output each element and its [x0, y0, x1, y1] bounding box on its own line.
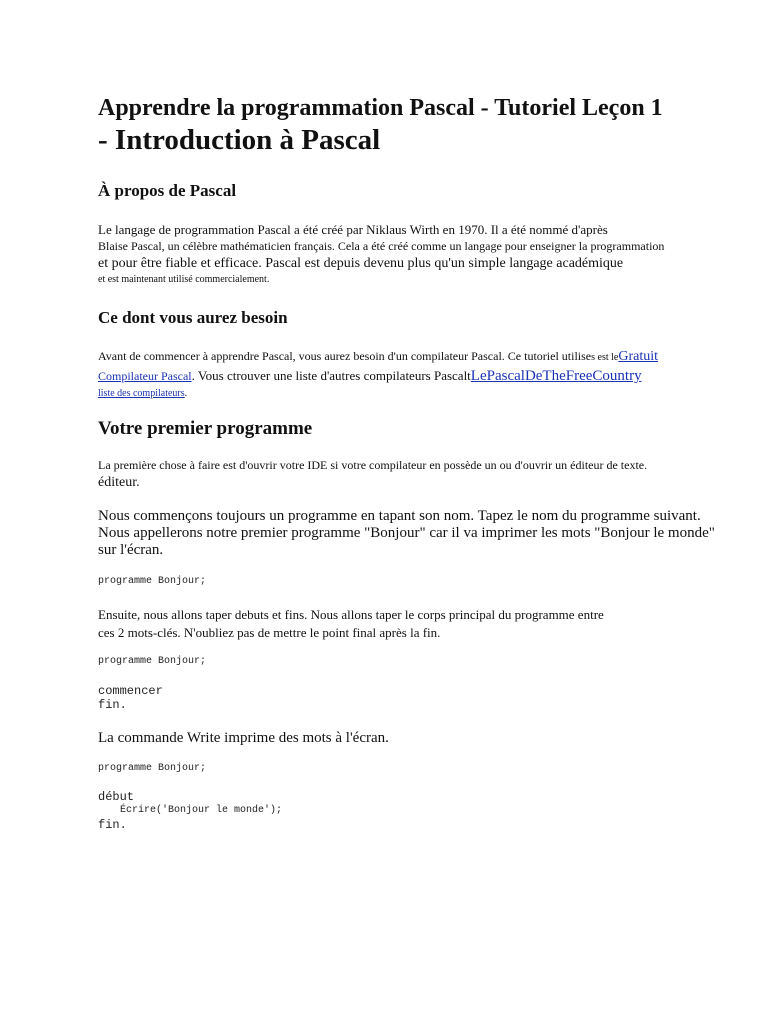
about-line-1: Le langage de programmation Pascal a été créé par Niklaus Wirth en 1970. Il a été nommé d'après: [98, 222, 608, 237]
about-line-4: et est maintenant utilisé commercialement.: [98, 274, 270, 285]
code-block-3-line-3: Écrire('Bonjour le monde');: [120, 805, 283, 816]
compiler-list-suffix: .: [184, 388, 188, 399]
first-p1-line-1: La première chose à faire est d'ouvrir votre IDE si votre compilateur en possède un ou d'ouvrir un éditeur de texte.: [98, 458, 648, 472]
first-p2-line-2: Nous appellerons notre premier programme "Bonjour" car il va imprimer les mots "Bonjour le monde": [98, 525, 715, 541]
first-p1-line-2: éditeur.: [98, 475, 140, 490]
code-block-2-line-1: programme Bonjour;: [98, 656, 207, 667]
title-line-1: Apprendre la programmation Pascal - Tutoriel Leçon 1: [98, 95, 663, 121]
need-line-2: . Vous ctrouver une liste d'autres compilateurs Pascalt: [191, 368, 471, 383]
page-title: [98, 96, 718, 155]
code-block-1: programme Bonjour;: [98, 576, 207, 587]
title-line-2: - Introduction à Pascal: [98, 124, 381, 156]
paragraph-about: [98, 221, 718, 287]
paragraph-first-1: [98, 457, 718, 492]
heading-first-program: Votre premier programme: [98, 418, 313, 439]
first-p3-line-1: Ensuite, nous allons taper debuts et fins. Nous allons taper le corps principal du programme entre: [98, 607, 604, 622]
heading-what-you-need: Ce dont vous aurez besoin: [98, 308, 288, 327]
code-block-2-line-3: fin.: [98, 698, 127, 712]
paragraph-first-3: [98, 606, 718, 642]
first-p2-line-3: sur l'écran.: [98, 542, 164, 558]
free-pascal-compiler-link[interactable]: Compilateur Pascal: [98, 369, 192, 383]
need-line-1-small: s est le: [591, 352, 619, 363]
code-block-3-line-1: programme Bonjour;: [98, 763, 207, 774]
code-block-3-line-4: fin.: [98, 818, 127, 832]
need-line-1: Avant de commencer à apprendre Pascal, vous aurez besoin d'un compilateur Pascal. Ce tutoriel utilise: [98, 349, 592, 363]
code-block-3-line-2: début: [98, 790, 135, 804]
about-line-2: Blaise Pascal, un célèbre mathématicien français. Cela a été créé comme un langage pour enseigner la programmation: [98, 239, 665, 253]
first-p2-line-1: Nous commençons toujours un programme en tapant son nom. Tapez le nom du programme suivant.: [98, 508, 701, 524]
paragraph-first-2: [98, 508, 718, 559]
compiler-list-link[interactable]: liste des compilateurs: [98, 388, 185, 399]
heading-about-pascal: À propos de Pascal: [98, 181, 237, 200]
free-country-link[interactable]: LePascalDeTheFreeCountry: [470, 368, 642, 384]
free-pascal-link-part-1[interactable]: Gratuit: [618, 349, 658, 364]
first-p3-line-2: ces 2 mots-clés. N'oubliez pas de mettre le point final après la fin.: [98, 625, 441, 640]
paragraph-first-4: [98, 730, 718, 747]
code-block-2-line-2: commencer: [98, 684, 163, 698]
about-line-3: et pour être fiable et efficace. Pascal est depuis devenu plus qu'un simple langage académique: [98, 256, 624, 271]
paragraph-need: [98, 347, 718, 401]
first-p4: La commande Write imprime des mots à l'écran.: [98, 730, 389, 746]
